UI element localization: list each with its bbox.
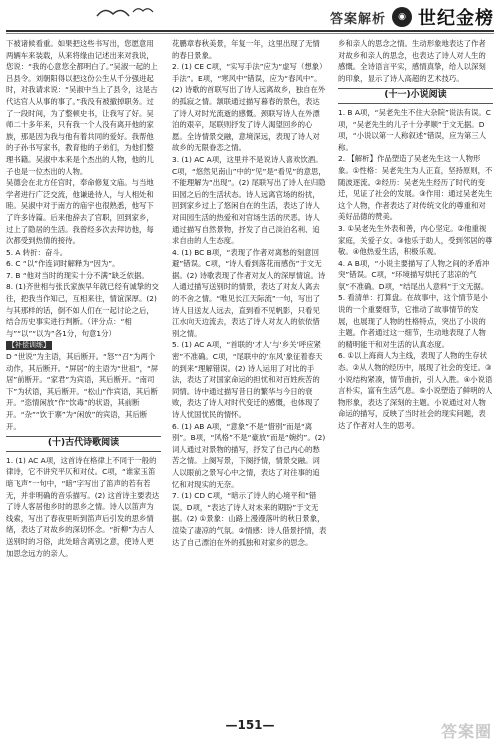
answer-item: 6. (1) AB A项，“意象”不是“惜别”而是“离别”。B项，“风格”不是“豪放”而是“婉约”。(2) 词人通过对景物的描写，抒发了自己内心的愁苦之情。上阕写景，下阕抒情，情景交融。词人以眼前之景写心中之情，表达了对往事的追忆和对现实的无奈。 (172, 421, 326, 489)
answer-item: 4. A B项，“小说主要描写了人物之间的矛盾冲突”错误。C项，“环境描写烘托了悲凉的气氛”不准确。D项，“结尾出人意料”于文无据。 (338, 258, 490, 291)
column-left (6, 38, 161, 714)
watermark: 答案圈 (440, 722, 492, 741)
answer-item: 6. ①以上海商人为主线，表现了人物的生存状态。②从人物的经历中，展现了社会的变迁。③小说结构紧凑，情节曲折，引人入胜。④小说语言朴实，富有生活气息。⑤小说塑造了鲜明的人物形象，表达了深刻的主题。小说通过对人物命运的描写，反映了当时社会的现实问题，表达了作者对人生的思考。 (338, 351, 493, 430)
answer-item: 1. (1) AC A项，这首诗在格律上不同于一般的律诗，它不讲究平仄和对仗。C项，“谁家玉笛暗飞声”一句中，“暗”字写出了笛声的若有若无，并非明确的音乐描写。(2) 这首诗主要表达了诗人客居他乡时的思乡之情。诗人以笛声为线索，写出了春夜里听到笛声后引发的思乡情绪，表达了对故乡的深切怀念。“折柳”为古人送别时的习俗，此处暗含离别之意，使诗人更加思念远方的亲人。 (6, 455, 160, 558)
section-heading: (十)古代诗歌阅读 (6, 436, 161, 452)
column-middle (172, 38, 327, 714)
header-rule-thin (6, 33, 494, 34)
answer-item: 5. A 转折：奋斗。 (6, 247, 68, 257)
section-heading: (十一)小说阅读 (338, 88, 493, 104)
answer-item: 7. (1) CD C项，“暗示了诗人的心境平和”错误。D项，“表达了诗人对未来的期盼”于文无据。(2) ①景象：山路上漫漫落叶的秋日景象，渲染了凄凉的气氛。②情感：诗人借景抒情，表达了自己漂泊在外的孤独和对家乡的思念。 (172, 491, 327, 547)
header-rule (6, 30, 494, 32)
answer-item: 1. B A项，“吴老先生不住大杂院”说法有误。C项，“吴老先生的儿子十分孝顺”于文无据。D项，“小说以第一人称叙述”错误，应为第三人称。 (338, 107, 491, 152)
column-right (338, 38, 493, 714)
answer-item: 3. (1) AC A项，这里并不是说诗人喜欢饮酒。C项，“悠然见南山”中的“见”是“看见”的意思，不能理解为“出现”。(2) 尾联写出了诗人在归隐田园之后的生活状态。诗人远离官场的纷扰，回到家乡过上了悠闲自在的生活，表达了诗人对田园生活的热爱和对官场生活的厌恶。诗人通过描写自然景物，抒发了自己淡泊名利、追求自由的人生态度。 (172, 154, 326, 246)
answer-item: 7. B “他对当时的现实十分不满”缺乏依据。 (6, 270, 149, 280)
answer-item: D “世说”为主语，其后断开。“怒”“召”为两个动作，其后断开。“屏居”的主语为“世祖”，“屏居”前断开。“家君”为宾语，其后断开。“南司下”为状语，其后断开。“松山”作宾语，其后断开。“恣情闲放”作“饮毒”的状语，其前断开。“杂”“饮于寨”为“闲放”的宾语，其后断开。 (6, 352, 159, 431)
paragraph: 吴德会在北方任官时，奉命修复文庙。与当地学者进行广泛交流，他谦逊待人，与人相处和睦。吴淑中对于南方的庙宇也很熟悉，他写下了许多诗篇。后来他辞去了官职，回到家乡，过上了隐居的生活。我曾经多次去拜访他，每次都受到热情的接待。 (6, 178, 154, 246)
answer-item: 2. 【解析】作品塑造了吴老先生这一人物形象。①性格：吴老先生为人正直，坚持原则，不随波逐流。②经历：吴老先生经历了时代的变迁，见证了社会的发展。③作用：通过吴老先生这个人物，作者表达了对传统文化的尊重和对美好品德的赞美。 (338, 154, 493, 222)
brand-logo-icon: ◉ (392, 7, 412, 27)
answer-item: 3. ①吴老先生外表和善，内心坚定。②他重视家庭，关爱子女。③他乐于助人，受到邻居的尊敬。④他热爱生活，积极乐观。 (338, 223, 493, 257)
supplement-heading: 【补偿训练】 (8, 341, 50, 350)
answer-item: 6. C “以”作连词时解释为“因为”。 (6, 259, 120, 269)
brand (330, 4, 494, 30)
answer-item: 5. 看清单：打算盘。在故事中，这个情节是小说的一个重要细节，它推动了故事情节的发展，也展现了人物的性格特点，突出了小说的主题。作者通过这一细节，生动地表现了人物的精明能干和对生活的认真态度。 (338, 293, 488, 349)
answer-item: 2. (1) CE C项，“实写手法”应为“虚写（想象）手法”。E项，“寒风中”错误，应为“春风中”。(2) 诗歌的首联写出了诗人远离故乡，独自在外的孤寂之情。颔联通过描写暮春的景色，表达了诗人对时光流逝的感慨。颈联写诗人在外漂泊的艰辛，尾联则抒发了诗人渴望回乡的心愿。全诗情景交融，意境深远，表现了诗人对故乡的无限眷恋之情。 (172, 62, 327, 153)
brand-name: 世纪金榜 (418, 8, 494, 29)
paragraph: 乡和亲人的思念之情。生动形象地表达了作者对故乡和亲人的思念，也表达了诗人对人生的感慨。全诗语言平实，感情真挚，给人以深刻的印象，显示了诗人高超的艺术技巧。 (338, 39, 486, 83)
paragraph: 下被诸候看重。如果把这些书写出，您愿意用两辆车来装载，从来将缘由记述出来对我说，您说：“我的心意您全都明白了。”吴淑一起的上吕县令。刘朝阳得以把这份公生从千分强进起时，对我请求说：“吴淑中当上了县令，这是古代达官人从事的事了。”我没有被撤掉职务。过了一段时间，为了整顿史书，让我写了好。吴师二十多年来，只有我一个人没有离开他的家族，那是因为我与他有着共同的爱好。我帮他的子孙书写家书，教育他的子弟们，为他们整理书籍。吴淑中本来是个杰出的人物，他的儿子也是一位杰出的人物。 (6, 39, 158, 176)
answer-item: 4. (1) BC B项，“表现了作者对离愁的刻意回避”错误。C项，“诗人看到落花而感伤”于文无据。(2) 诗歌表现了作者对友人的深厚情谊。诗人通过描写送别时的情景，表达了对友人离去的不舍之情。“唯见长江天际流”一句，写出了诗人目送友人远去，直到看不见帆影，只看见江水向天边流去，表达了诗人对友人的依依惜别之情。 (172, 247, 326, 338)
page-number: —151— (225, 718, 275, 732)
page-header (0, 0, 500, 32)
flying-birds-icon (95, 2, 155, 24)
answer-key-label: 答案解析 (329, 11, 386, 27)
answer-columns (6, 38, 494, 714)
answer-item: 5. (1) AC A项，“首联的‘才人’与‘乡关’呼应紧密”不准确。C项，“尾联中的‘东风’象征着春天的到来”理解错误。(2) 诗人运用了对比的手法，表达了对国家命运的担忧和对百姓疾苦的同情。诗中通过描写昔日的繁华与今日的衰败，表达了诗人对时代变迁的感慨，也体现了诗人忧国忧民的情怀。 (172, 340, 323, 419)
paragraph: 花鹏章春秋美景，年复一年，这里出现了无情的春日景象。 (172, 39, 320, 60)
answer-item: 8. (1)齐世相与张氏家族早年就已经有诚挚的交往，把我当作知己，互相来往，情谊深厚。(2)与其那样的话，倒不如人们在一起讨论之后，结合历史事实进行判断。（评分点：“相与”“以”“以为”各1分，句意1分） (6, 282, 159, 338)
